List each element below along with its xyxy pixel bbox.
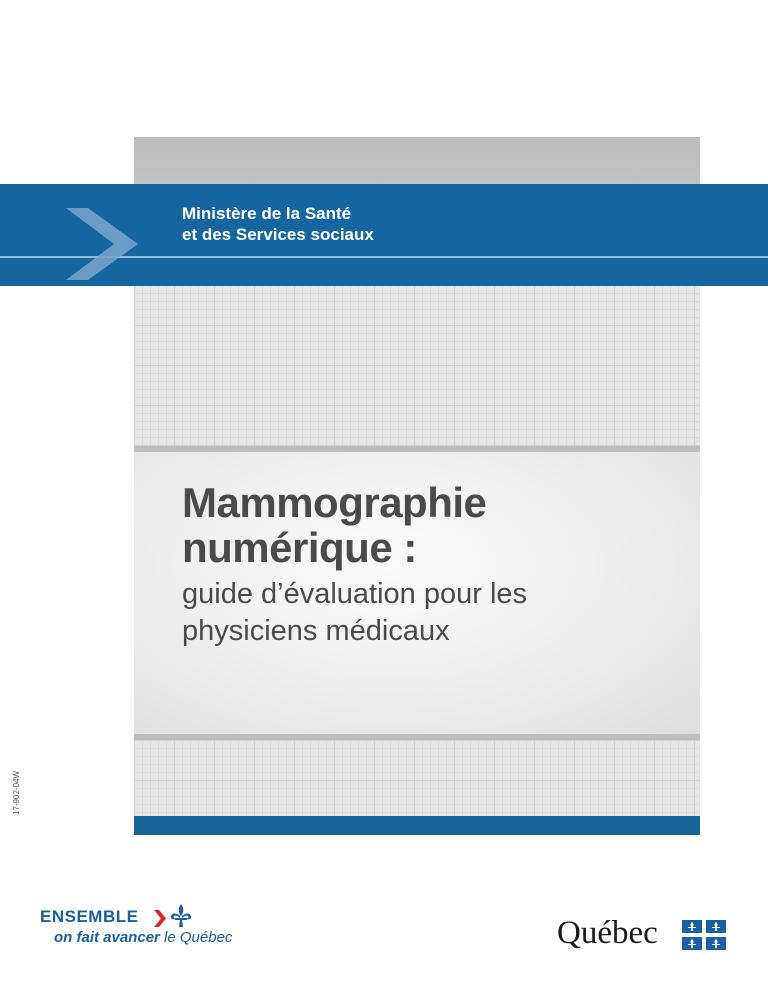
chevron-icon: [66, 208, 138, 280]
tagline-rest: le Québec: [164, 929, 233, 946]
tagline-bold: on fait avancer: [54, 929, 160, 946]
grid-pattern-top: [134, 285, 700, 450]
fleur-de-lis-icon: [168, 903, 194, 929]
ensemble-logo-text: ENSEMBLE: [40, 907, 139, 926]
ministry-name: [182, 203, 582, 245]
document-code: 17-902-04W: [12, 770, 21, 815]
document-subtitle-line1: guide d’évaluation pour les: [182, 578, 528, 610]
document-title: [182, 480, 682, 570]
quebec-flag-icon: [682, 920, 726, 950]
bottom-band: [134, 816, 700, 835]
red-chevron-icon: [154, 910, 166, 927]
quebec-wordmark: Québec: [557, 915, 658, 951]
grid-pattern-bottom: [134, 740, 700, 816]
document-subtitle: [182, 576, 682, 650]
document-subtitle-line2: physiciens médicaux: [182, 615, 450, 647]
ensemble-tagline: [54, 929, 232, 946]
ministry-name-line1: Ministère de la Santé: [182, 204, 352, 223]
document-title-line1: Mammographie: [182, 479, 487, 526]
ministry-name-line2: et des Services sociaux: [182, 225, 374, 244]
document-title-line2: numérique :: [182, 524, 417, 571]
